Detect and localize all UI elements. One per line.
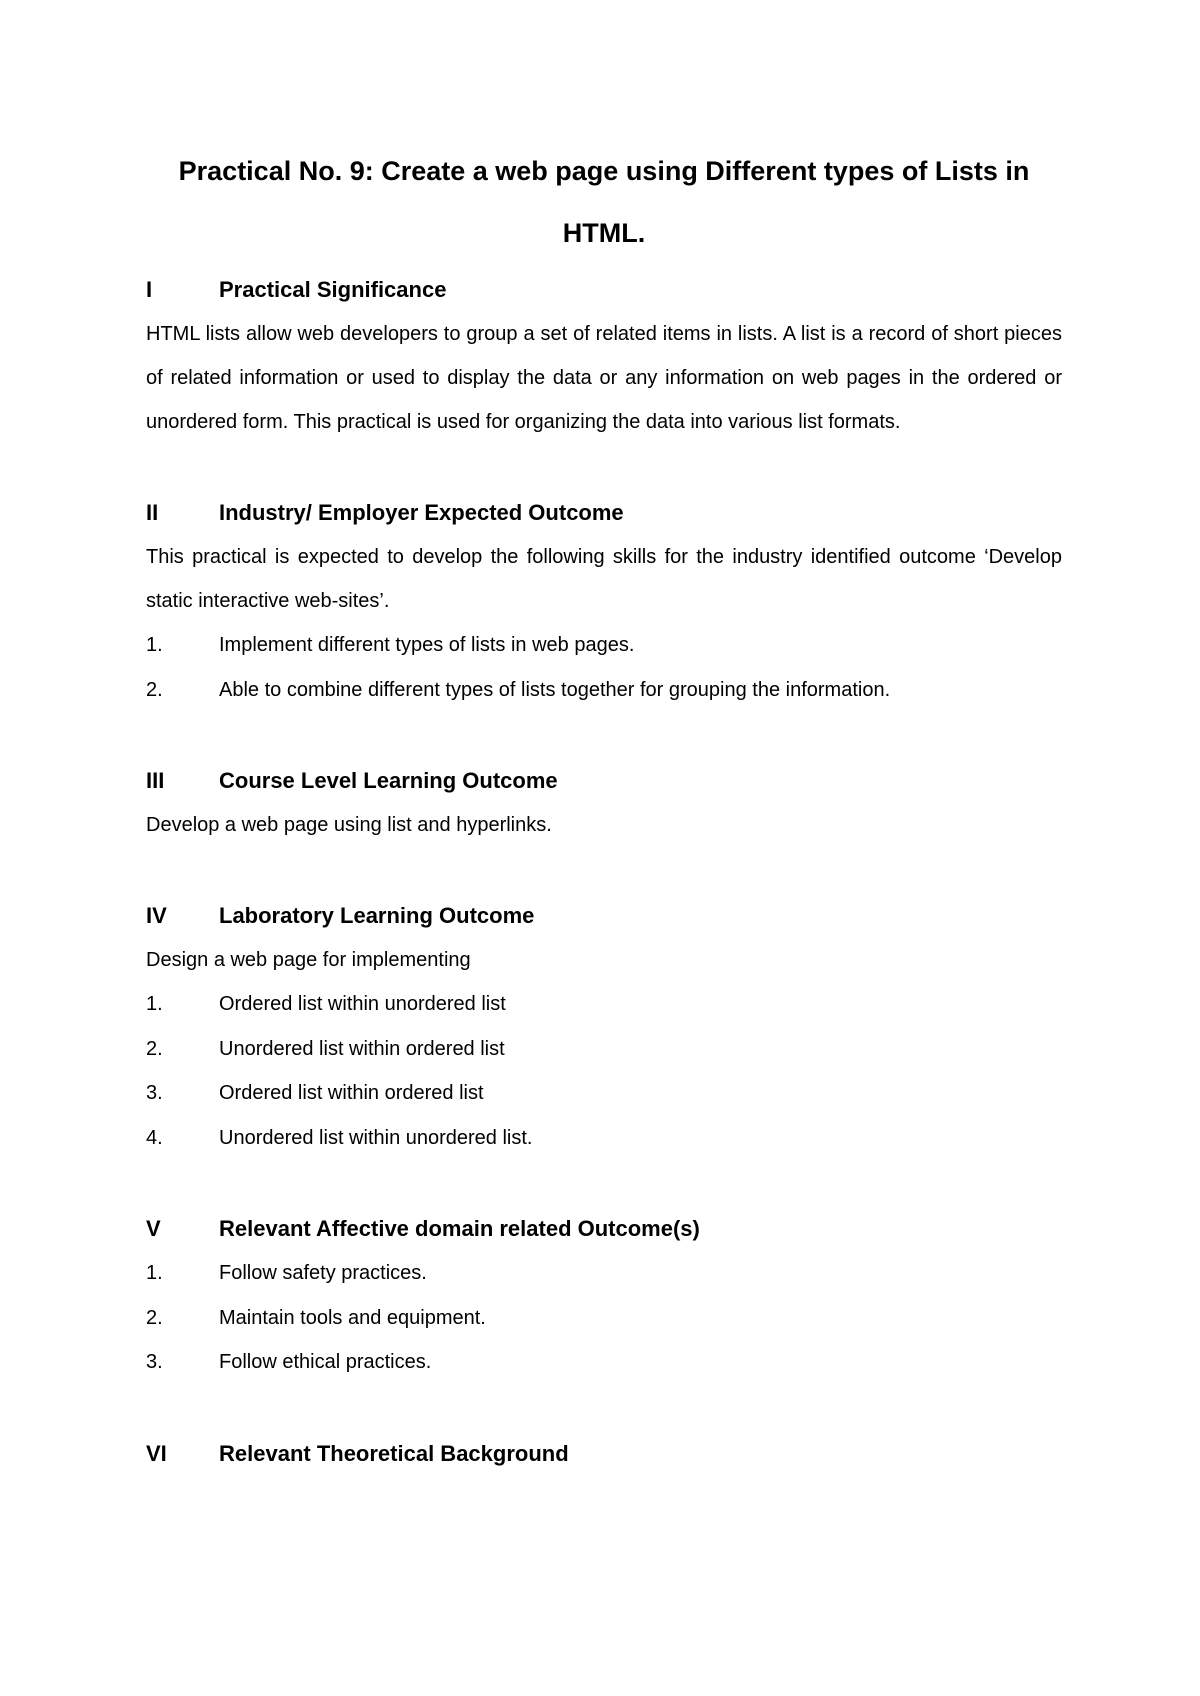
- list-item: [146, 623, 1062, 668]
- list-number: 3.: [146, 1082, 163, 1104]
- list-item: [146, 1340, 1062, 1385]
- list-text: Ordered list within ordered list: [219, 1082, 484, 1104]
- section-practical-significance: [146, 268, 1062, 444]
- list-number: 2.: [146, 678, 163, 701]
- list-number: 1.: [146, 1262, 163, 1284]
- list-item: [146, 1116, 1062, 1161]
- list-item: [146, 1251, 1062, 1296]
- list-text: Able to combine different types of lists together for grouping the information.: [219, 678, 891, 701]
- document-page: [146, 140, 1062, 1476]
- section-theoretical-background: [146, 1432, 1062, 1476]
- section-title: Laboratory Learning Outcome: [219, 903, 535, 928]
- list-text: Unordered list within unordered list.: [219, 1126, 533, 1149]
- list-number: 4.: [146, 1126, 163, 1149]
- section-paragraph: HTML lists allow web developers to group a set of related items in lists. A list is a record of short pieces of related information or used to display the data or any information on web pages in the ordered or unordered form. This practical is used for organizing the data into various list formats.: [146, 323, 1062, 433]
- list-text: Ordered list within unordered list: [219, 993, 506, 1015]
- section-title: Relevant Theoretical Background: [219, 1440, 569, 1466]
- list-number: 2.: [146, 1306, 163, 1329]
- section-heading: [146, 1432, 1062, 1476]
- list-text: Maintain tools and equipment.: [219, 1306, 486, 1329]
- section-affective-outcome: [146, 1207, 1062, 1385]
- section-heading: [146, 268, 1062, 312]
- section-course-outcome: [146, 759, 1062, 847]
- list-item: [146, 1071, 1062, 1116]
- outcome-list: [146, 1251, 1062, 1385]
- list-item: [146, 668, 1062, 713]
- outcome-list: [146, 982, 1062, 1160]
- section-number: VI: [146, 1440, 167, 1466]
- list-number: 1.: [146, 634, 163, 656]
- section-title: Relevant Affective domain related Outcome(s): [219, 1216, 700, 1241]
- section-number: V: [146, 1216, 161, 1241]
- list-text: Unordered list within ordered list: [219, 1037, 505, 1060]
- section-number: IV: [146, 903, 167, 928]
- list-number: 3.: [146, 1351, 163, 1373]
- section-heading: [146, 894, 1062, 938]
- section-paragraph: This practical is expected to develop the following skills for the industry identified outcome ‘Develop static interactive web-sites’.: [146, 546, 1062, 612]
- list-number: 2.: [146, 1037, 163, 1060]
- outcome-list: [146, 623, 1062, 712]
- section-number: II: [146, 500, 159, 525]
- list-number: 1.: [146, 993, 163, 1015]
- list-item: [146, 982, 1062, 1027]
- section-title: Course Level Learning Outcome: [219, 768, 558, 793]
- section-heading: [146, 491, 1062, 535]
- list-text: Follow ethical practices.: [219, 1351, 432, 1373]
- section-paragraph: Develop a web page using list and hyperlinks.: [146, 814, 552, 836]
- section-number: I: [146, 277, 153, 302]
- section-number: III: [146, 768, 165, 793]
- section-heading: [146, 1207, 1062, 1251]
- list-item: [146, 1027, 1062, 1072]
- section-title: Practical Significance: [219, 277, 447, 302]
- section-laboratory-outcome: [146, 894, 1062, 1160]
- page-title: Practical No. 9: Create a web page using Different types of Lists in HTML.: [178, 156, 1030, 248]
- section-title: Industry/ Employer Expected Outcome: [219, 500, 624, 525]
- list-text: Implement different types of lists in web pages.: [219, 634, 635, 656]
- section-heading: [146, 759, 1062, 803]
- list-text: Follow safety practices.: [219, 1262, 427, 1284]
- section-paragraph: Design a web page for implementing: [146, 949, 471, 971]
- list-item: [146, 1296, 1062, 1341]
- section-industry-outcome: [146, 491, 1062, 712]
